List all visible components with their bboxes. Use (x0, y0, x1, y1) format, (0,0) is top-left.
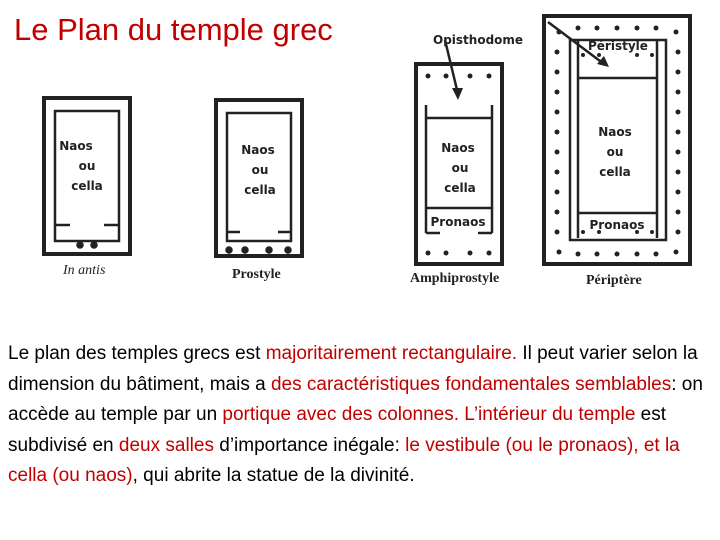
periptere-room-3: cella (599, 165, 631, 179)
paragraph-text: est subdivisé en (8, 404, 667, 456)
amphiprostyle-room-1: Naos (441, 141, 475, 155)
page-title: Le Plan du temple grec (14, 12, 333, 47)
highlighted-text: majoritairement rectangulaire. (265, 343, 523, 364)
highlighted-text: deux salles (118, 434, 214, 456)
in-antis-room-2: ou (78, 159, 96, 173)
paragraph-text: Le plan des temples grecs est (8, 343, 266, 364)
paragraph-text: Il peut varier selon la dimension du bâtiment, mais a (8, 343, 698, 395)
highlighted-text: le vestibule (ou le pronaos), et la cella (ou naos) (8, 434, 680, 486)
periptere-pronaos: Pronaos (589, 218, 645, 232)
prostyle-caption: Prostyle (232, 267, 281, 282)
prostyle-room-1: Naos (241, 143, 275, 157)
prostyle-room-3: cella (244, 183, 276, 197)
plan-in-antis (44, 98, 130, 254)
periptere-caption: Périptère (586, 273, 642, 288)
amphiprostyle-pronaos: Pronaos (430, 215, 486, 229)
in-antis-room-3: cella (71, 179, 103, 193)
paragraph-text: , qui abrite la statue de la divinité. (132, 465, 415, 486)
prostyle-room-2: ou (251, 163, 269, 177)
in-antis-caption: In antis (63, 263, 106, 278)
paragraph-text: : on accède au temple par un (8, 373, 703, 425)
plan-prostyle (216, 100, 302, 256)
arrow-head-icon (452, 88, 463, 100)
periptere-room-2: ou (606, 145, 624, 159)
amphiprostyle-label-top: Opisthodome (433, 33, 524, 47)
amphiprostyle-caption: Amphiprostyle (410, 271, 500, 286)
highlighted-text: des caractéristiques fondamentales semblables (270, 373, 672, 395)
amphiprostyle-room-2: ou (451, 161, 469, 175)
description-paragraph (8, 339, 712, 492)
paragraph-text: d’importance inégale: (213, 434, 406, 456)
amphiprostyle-room-3: cella (444, 181, 476, 195)
periptere-room-1: Naos (598, 125, 632, 139)
in-antis-room-1: Naos (59, 139, 93, 153)
highlighted-text: portique avec des colonnes. L’intérieur du temple (222, 404, 636, 425)
periptere-label-top: Péristyle (588, 39, 648, 53)
